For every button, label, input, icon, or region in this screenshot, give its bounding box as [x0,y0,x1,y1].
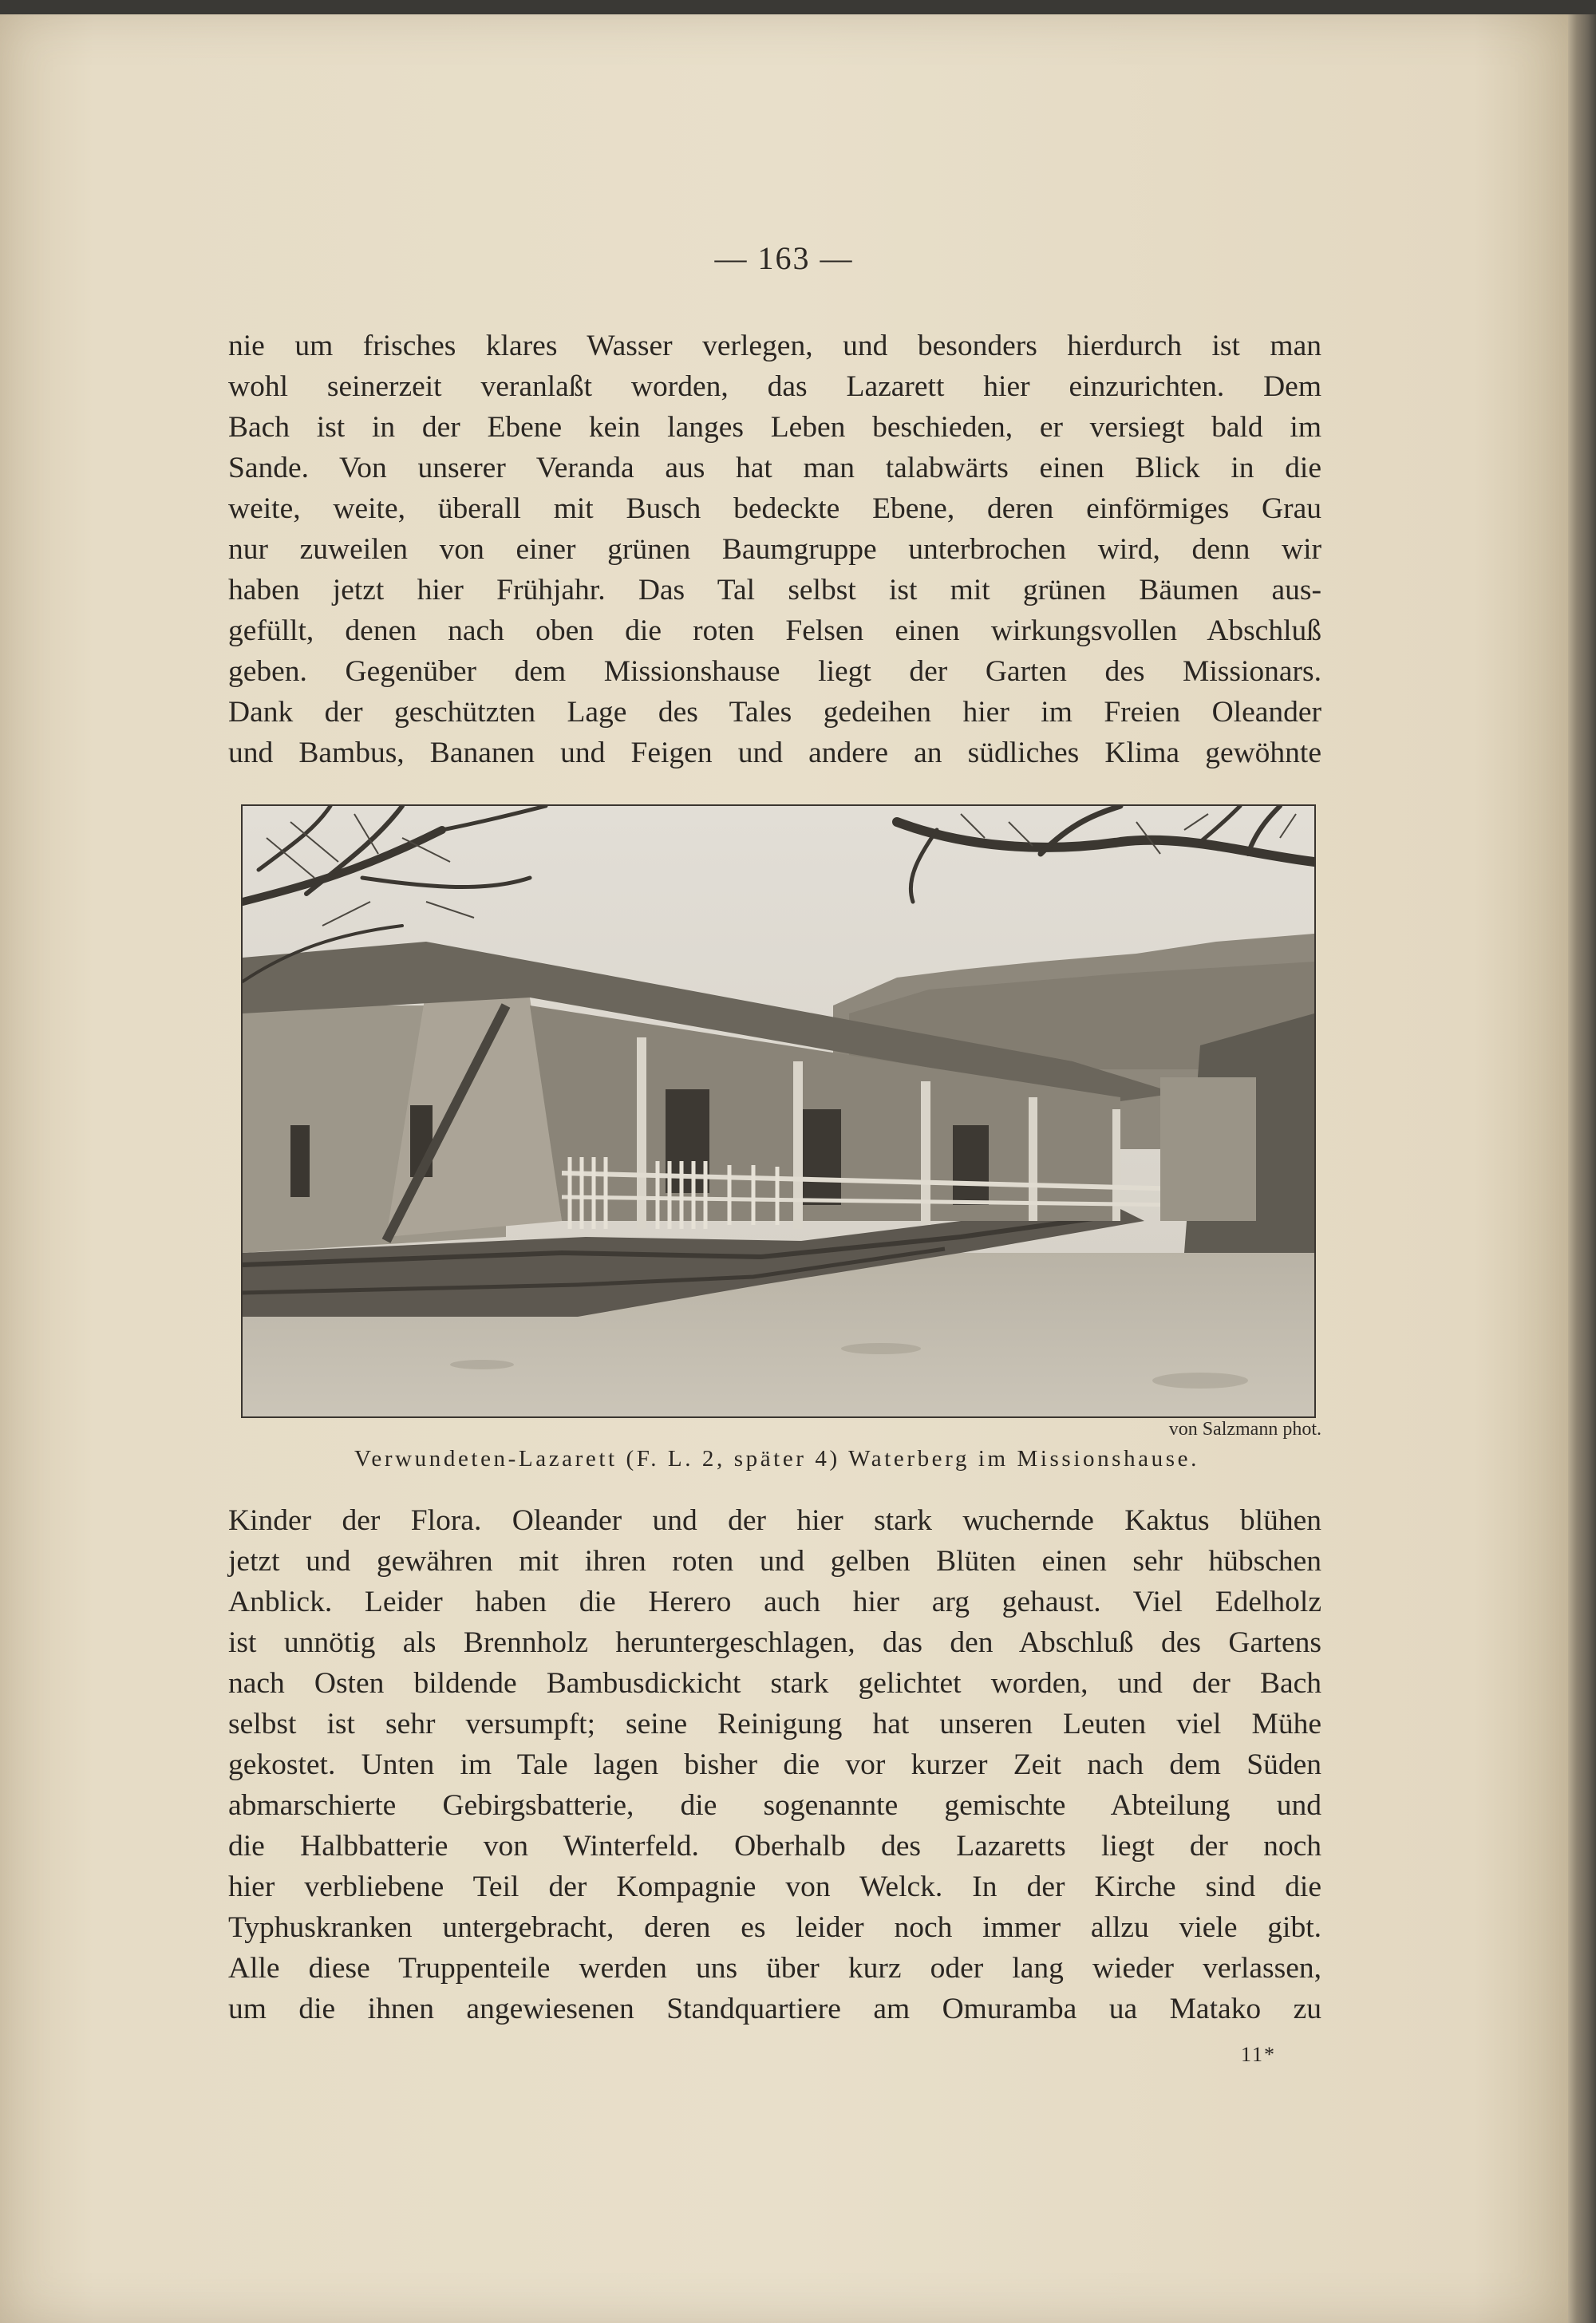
text-line: selbst ist sehr versumpft; seine Reinigung hat unseren Leuten viel Mühe [228,1708,1321,1740]
text-line: weite, weite, überall mit Busch bedeckte Ebene, deren einförmiges Grau [228,492,1321,525]
paragraph-bottom [228,1500,1321,2029]
text-line: um die ihnen angewiesenen Standquartiere am Omuramba ua Matako zu [228,1993,1321,2025]
text-line: Kinder der Flora. Oleander und der hier stark wuchernde Kaktus blühen [228,1504,1321,1537]
text-line: abmarschierte Gebirgsbatterie, die sogenannte gemischte Abteilung und [228,1789,1321,1822]
photo-credit: von Salzmann phot. [1168,1419,1321,1440]
text-line: jetzt und gewähren mit ihren roten und gelben Blüten einen sehr hübschen [228,1545,1321,1578]
figure-caption: Verwundeten-Lazarett (F. L. 2, später 4) Waterberg im Missionshause. [354,1446,1199,1472]
text-line: und Bambus, Bananen und Feigen und andere an südliches Klima gewöhnte [228,737,1321,769]
signature-mark: 11* [1241,2043,1277,2066]
text-line: Anblick. Leider haben die Herero auch hier arg gehaust. Viel Edelholz [228,1586,1321,1618]
text-line: Typhuskranken untergebracht, deren es leider noch immer allzu viele gibt. [228,1911,1321,1944]
text-line: nur zuweilen von einer grünen Baumgruppe unterbrochen wird, denn wir [228,533,1321,566]
text-line: hier verbliebene Teil der Kompagnie von Welck. In der Kirche sind die [228,1871,1321,1903]
text-line: nach Osten bildende Bambusdickicht stark gelichtet worden, und der Bach [228,1667,1321,1700]
text-line: Sande. Von unserer Veranda aus hat man talabwärts einen Blick in die [228,452,1321,484]
page-number: — 163 — [714,240,854,276]
text-line: Alle diese Truppenteile werden uns über kurz oder lang wieder verlassen, [228,1952,1321,1985]
text-line: die Halbbatterie von Winterfeld. Oberhalb des Lazaretts liegt der noch [228,1830,1321,1863]
text-line: haben jetzt hier Frühjahr. Das Tal selbst ist mit grünen Bäumen aus- [228,574,1321,606]
photograph-lazarett [241,804,1316,1418]
paragraph-top [228,326,1321,773]
text-line: nie um frisches klares Wasser verlegen, und besonders hierdurch ist man [228,330,1321,362]
text-line: geben. Gegenüber dem Missionshause liegt der Garten des Missionars. [228,655,1321,688]
text-line: wohl seinerzeit veranlaßt worden, das Lazarett hier einzurichten. Dem [228,370,1321,403]
text-line: Bach ist in der Ebene kein langes Leben beschieden, er versiegt bald im [228,411,1321,444]
text-line: ist unnötig als Brennholz heruntergeschlagen, das den Abschluß des Gartens [228,1626,1321,1659]
book-cover-edge [1568,14,1596,2323]
text-line: gekostet. Unten im Tale lagen bisher die vor kurzer Zeit nach dem Süden [228,1748,1321,1781]
text-line: Dank der geschützten Lage des Tales gedeihen hier im Freien Oleander [228,696,1321,729]
text-line: gefüllt, denen nach oben die roten Felsen einen wirkungsvollen Abschluß [228,614,1321,647]
